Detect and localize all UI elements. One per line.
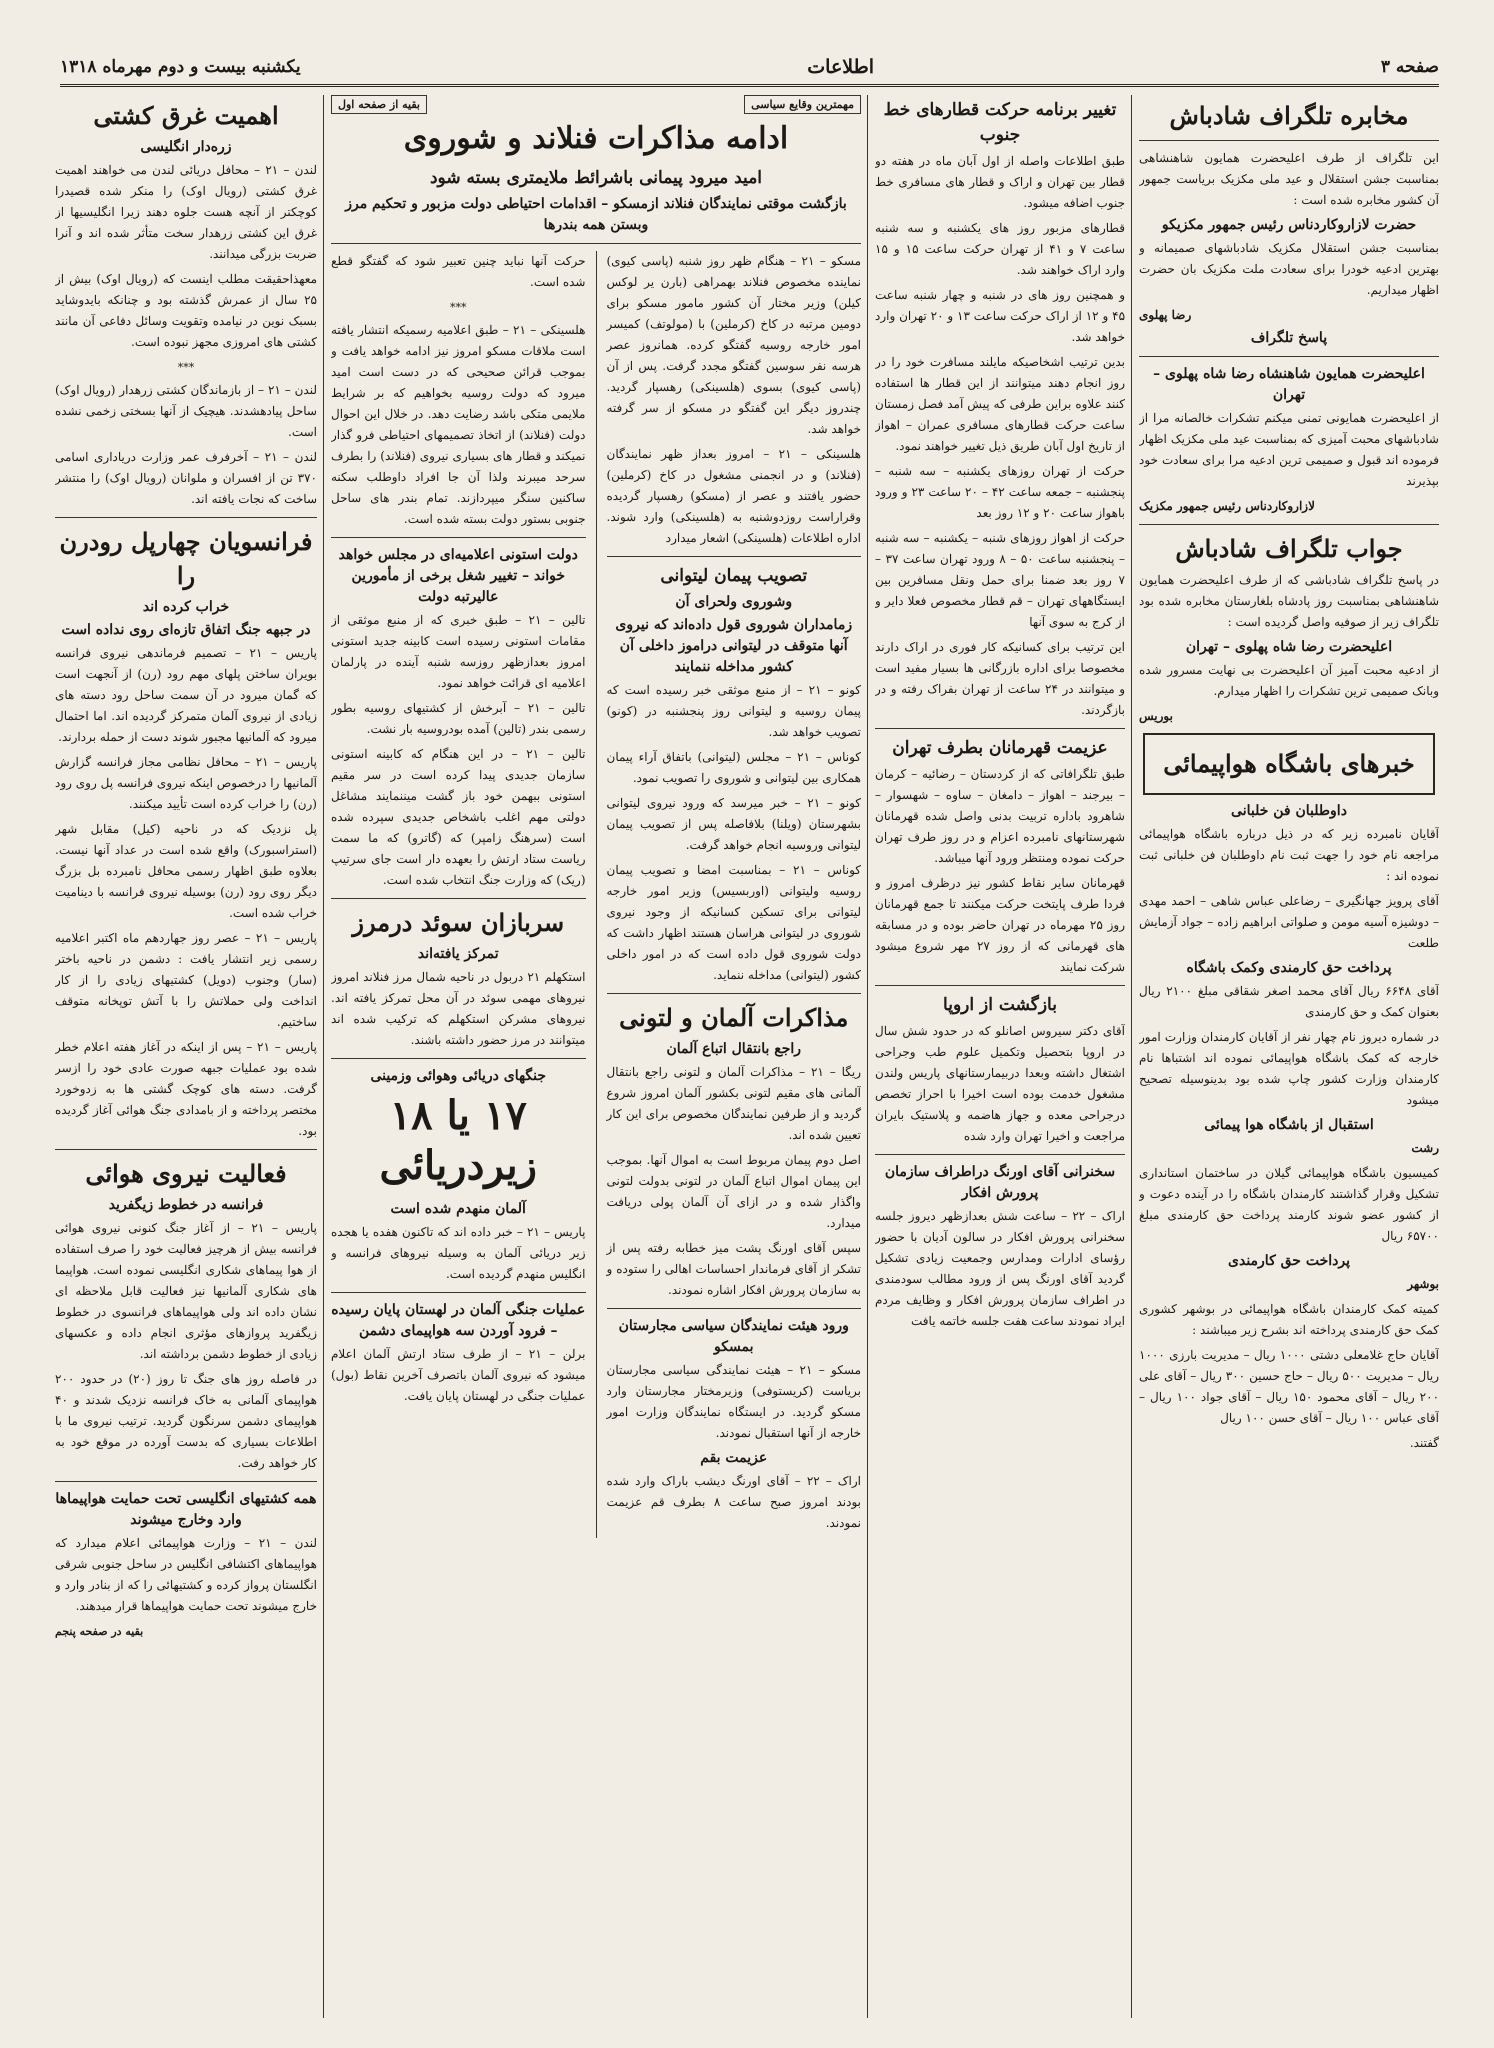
lithuania-body-3: کونو – ۲۱ – خبر میرسد که ورود نیروی لیتوانی بشهرستان (ویلنا) بلافاصله پس از تصویب پیمان لیتوانی وروسیه انجام خواهد گرفت. xyxy=(606,796,861,852)
delegation-body-2: قهرمانان سایر نقاط کشور نیز درظرف امروز و فردا طرف پایتخت حرکت میکنند تا جمع قهرمانان روز ۲۵ مهرماه در تهران حاضر بوده و در مسابقه های قهرمانی که از روز ۲۷ مهر شروع میشود شرکت نمایند xyxy=(875,876,1125,974)
aviation-fees2-heading: پرداخت حق کارمندی xyxy=(1228,1253,1350,1269)
french-body-3: پل نزدیک که در ناحیه (کیل) مقابل شهر (استراسبورک) واقع شده است در عداد آنها نیست. بعلاوه طبق اظهار رسمی محافل نامبرده بل بزرگ دیگر روی رود (رن) بوسیله نیروی فرانسه با دینامیت خراب شده است. xyxy=(55,822,317,920)
reply-telegram-addressee: اعلیحضرت رضا شاه پهلوی – تهران xyxy=(1185,639,1393,655)
continued-tag: بقیه از صفحه اول xyxy=(331,95,427,114)
swedes-title: سربازان سوئد درمرز xyxy=(352,908,565,937)
aviation-pilots-body: آقایان نامبرده زیر که در ذیل درباره باشگاه هواپیمائی مراجعه نام خود را جهت ثبت نام داوطلبان فن خلبانی ثبت نموده اند : xyxy=(1139,827,1439,883)
lecture-title: سخنرانی آقای اورنگ دراطراف سازمان پرورش افکار xyxy=(884,1164,1116,1201)
column-trains xyxy=(875,95,1125,2018)
column-rule xyxy=(1131,95,1132,2018)
germany-latvia-body-2: اصل دوم پیمان مربوط است به اموال آنها. بموجب این پیمان اموال اتباع آلمان در لتونی بدولت لتونی واگذار شده و در ازای آن آلمان پولی دریافت میدارد. xyxy=(606,1153,861,1230)
issue-date: یکشنبه بیست و دوم مهرماه ۱۳۱۸ xyxy=(60,57,301,77)
europe-body: آقای دکتر سیروس اصانلو که در حدود شش سال در اروپا بتحصیل وتکمیل علوم طب وجراحی اشتغال داشته وبعدا دربیمارستانهای پاریس ولندن مشغول خدمت بوده است اخیرا با احراز تخصص درجراحی معده و جهاز هاضمه و پلاستیک بایران مراجعت و اخیرا تهران وارد شده xyxy=(875,1024,1125,1143)
trains-body-5: حرکت از تهران روزهای یکشنبه – سه شنبه – پنجشنبه – جمعه ساعت ۴۲ – ۲۰ ساعت ۲۳ و ورود باهواز ساعت ۲۰ و ۱۲ روز بعد xyxy=(875,464,1125,520)
submarines-sub: آلمان منهدم شده است xyxy=(390,1201,526,1217)
lithuania-sub: وشوروی ولحرای آن xyxy=(675,594,793,610)
poland-body: برلن – ۲۱ – از طرف ستاد ارتش آلمان اعلام میشود که نیروی آلمان باتصرف آخرین نقاط (بول) عملیات جنگی در لهستان پایان یافت. xyxy=(331,1347,586,1403)
section-tag: مهمترین وقایع سیاسی xyxy=(744,95,861,114)
aviation-foot: گفتند. xyxy=(1409,1436,1439,1450)
aviation-city2: بوشهر xyxy=(1407,1277,1439,1291)
political-sub-b: حرکت آنها نباید چنین تعبیر شود که گفتگو قطع شده است. *** هلسینکی – ۲۱ – طبق اعلامیه رسمیکه انتشار یافته است ملاقات مسکو امروز نیز ادامه خواهد یافت و بموجب قرائن صحیحی که در دست است امید میرود که دولت روسیه بخواهیم که بر شرایط ملایمی متکی باشد رضایت دهد. در خلال این احوال دولت (فنلاند) از اتخاذ تصمیمهای احتیاطی فرو گذار نمیکند و قطار های بسیاری نیروی (فنلاند) را بطرف سرحد میبرند ولذا آن جا افراد داوطلب سکنه ساکنین سنگر میپردازند. تمام بندر های ساحل جنوبی بستور دولت بسته شده است. دولت استونی اعلامیه‌ای در مجلس خواهد خواند – تغییر شغل برخی از مأمورین عالیرتبه دولت تالین – ۲۱ – طبق خبری که از منبع موثقی از مقامات استونی رسیده است کابینه جدید استونی امروز بعدازظهر روزسه شنبه آینده در پارلمان اعلامیه ای قرائت خواهد نمود. تالین – ۲۱ – آبرخش از کشتیهای روسیه بطور رسمی بندر (تالین) آمده بودروسیه بار نشت. تالین – ۲۱ – در این هنگام که کابینه استونی سازمان جدیدی پیدا کرده است در سر مقیم استونی ببهمن خود باز گشت میننمایند مشاغل دولتی مهم اغلب باشخاص جدیدی سپرده شده است (سرهنگ زامپر) که (گاترو) که ما سمت ریاست ستاد ارتش را بعهده دار است جای سرتیپ (ریک) که وزارت جنگ انتخاب شده است. سربازان سوئد درمرز تمرکز یافته‌اند استکهلم ۲۱ دربول در ناحیه شمال مرز فنلاند امروز نیروهای مهمی سوئد در آن محل تمرکز یافته اند. نیروهای مشرکن استکهلم که ترکیب شده اند میتوانند در مرز حضور داشته باشند. جنگهای دریائی وهوائی وزمینی ۱۷ یا ۱۸ زیردریائی آلمان منهدم شده است پاریس – ۲۱ – خبر داده اند که تاکنون هفده یا هجده زیر دریائی آلمان به وسیله نیروهای فرانسه و انگلیس منهدم گردیده است. عملیات جنگی آلمان در لهستان پایان رسیده – فرود آوردن سه هواپیمای دشمن برلن – ۲۱ – از طرف ستاد ارتش آلمان اعلام میشود که نیروی آلمان باتصرف آخرین نقاط (بول) عملیات جنگی در لهستان پایان یافت. xyxy=(331,251,586,1538)
column-rule xyxy=(323,95,324,2018)
finland-body-2: هلسینکی – ۲۱ – امروز بعداز ظهر نمایندگان (فنلاند) و در انجمنی مشغول در کاخ (کرملین) حضور یافتند و عصر از (مسکو) رهسپار گردیده وقراراست روزدوشنبه به (هلسینکی) وارد شوند. اداره اطلاعات (هلسینکی) اشعار میدارد xyxy=(606,447,861,545)
aviation-box-title: خبرهای باشگاه هواپیمائی xyxy=(1163,749,1415,778)
french-sub-2: در جبهه جنگ اتفاق تازه‌ای روی نداده است xyxy=(61,622,311,638)
reply-addressee: اعلیحضرت همایون شاهنشاه رضا شاه پهلوی – تهران xyxy=(1153,366,1425,403)
estonia-body-3: تالین – ۲۱ – در این هنگام که کابینه استونی سازمان جدیدی پیدا کرده است در سر مقیم استونی ببهمن خود باز گشت میننمایند مشاغل دولتی مهم اغلب باشخاص جدیدی سپرده شده است (سرهنگ زامپر) که (گاترو) که ما سمت ریاست ستاد ارتش را بعهده دار است جای سرتیپ (ریک) که وزارت جنگ انتخاب شده است. xyxy=(331,747,586,887)
submarines-headline: ۱۷ یا ۱۸ زیردریائی xyxy=(379,1092,537,1189)
delegates-title: ورود هیئت نمایندگان سیاسی مجارستان بمسکو xyxy=(618,1318,849,1355)
europe-title: بازگشت از اروپا xyxy=(943,995,1057,1015)
main-subhead: امید میرود پیمانی باشرائط ملایمتری بسته شود xyxy=(429,168,763,188)
aviation-box xyxy=(1143,733,1435,795)
column-telegrams xyxy=(1139,95,1439,2018)
air-body-2: در فاصله روز های جنگ تا روز (۲۰) در حدود ۲۰۰ هواپیمای آلمانی به خاک فرانسه نزدیک شدند و ۴۰ هواپیمای دشمن سرنگون گردید. ترتیب نیروی ما با اطلاعات بسیاری که بدست آورده در موقع خود به کار خواهد رفت. xyxy=(55,1372,317,1470)
telegram-title: مخابره تلگراف شادباش xyxy=(1169,101,1409,130)
trains-body-7: این ترتیب برای کسانیکه کار فوری در اراک دارند مخصوصا برای اداره بازرگانی ها بسیار مفید است و میتوانند در ۲۴ ساعت از تهران بفراک رفته و در بازگردند. xyxy=(875,640,1125,717)
ships-body-3: لندن – ۲۱ – از بازماندگان کشتی زرهدار (رویال اوک) ساحل پیادهشدند. هیچیک از آنها بسختی زخمی نشده است. xyxy=(55,383,317,439)
lithuania-title: تصویب پیمان لیتوانی xyxy=(660,566,808,586)
delegation-body-1: طبق تلگرافاتی که از کردستان – رضائیه – کرمان – بیرجند – اهواز – دامغان – ساوه – شهسوار – شاهرود باداره تربیت بدنی واصل شده قهرمانان شهرستانهای نامبرده اعزام و در روز طرف تهران حرکت نموده ومنتظر ورود آنها میباشد. xyxy=(875,767,1125,865)
reply-signature: لازاروکاردناس رئیس جمهور مکزیک xyxy=(1139,499,1315,513)
aviation-welcome-heading: استقبال از باشگاه هوا پیمائی xyxy=(1204,1117,1374,1133)
lithuania-body-2: کوناس – ۲۱ – مجلس (لیتوانی) باتفاق آراء پیمان همکاری بین لیتوانی و شوروی را تصویب نمود. xyxy=(606,750,861,785)
masthead xyxy=(60,50,1439,87)
inner-rule xyxy=(596,251,597,1538)
page-number: صفحه ۳ xyxy=(1380,57,1439,77)
delegates-body: مسکو – ۲۱ – هیئت نمایندگی سیاسی مجارستان بریاست (کریستوفی) وزیرمختار مجارستان وارد مسکو گردید. در ایستگاه نمایندگان وزارت امور خارجه از آنها استقبال نمودند. xyxy=(606,1363,861,1440)
aviation-fees2-body: کمیته کمک کارمندان باشگاه هواپیمائی در بوشهر کشوری کمک حق کارمندی پرداخته اند بشرح زیر میباشند : xyxy=(1139,1302,1439,1337)
finland-body-4: هلسینکی – ۲۱ – طبق اعلامیه رسمیکه انتشار یافته است ملاقات مسکو امروز نیز ادامه خواهد یافت و بموجب قرائن صحیحی که در دست است امید میرود که دولت روسیه بخواهیم که بر شرایط ملایمی متکی باشد رضایت دهد. در خلال این احوال دولت (فنلاند) از اتخاذ تصمیمهای احتیاطی فرو گذار نمیکند و قطار های بسیاری نیروی (فنلاند) را بطرف سرحد میبرند ولذا آن جا افراد داوطلب سکنه ساکنین سنگر میپردازند. تمام بندر های ساحل جنوبی بستور دولت بسته شده است. xyxy=(331,323,586,526)
estonia-body-2: تالین – ۲۱ – آبرخش از کشتیهای روسیه بطور رسمی بندر (تالین) آمده بودروسیه بار نشت. xyxy=(331,701,586,736)
aviation-correction: در شماره دیروز نام چهار نفر از آقایان کارمندان وزارت امور خارجه که کمک باشگاه هواپیمائی نموده اند اشتباها نام کارمندان وزارت کشور چاپ شده بود بدینوسیله تصحیح میشود xyxy=(1139,1030,1439,1107)
continued-note: بقیه در صفحه پنجم xyxy=(55,1625,144,1638)
aviation-welcome-body: کمیسیون باشگاه هواپیمائی گیلان در ساختمان استانداری تشکیل وقرار گذاشتند کارمندان باشگاه را در آینده دعوت و از کشور عضو شوند کارمند پرداخت حق کارمندی مبلغ ۶۵۷۰۰ ریال xyxy=(1139,1166,1439,1243)
finland-body-1: مسکو – ۲۱ – هنگام ظهر روز شنبه (پاسی کیوی) نماینده مخصوص فنلاند بهمراهی (بارن یر لوکس کیلن) وزیر مختار آن کشور مامور مسکو برای دومین مرتبه در کاخ (کرملین) با (مولوتف) کمیسر امور خارجه روسیه گفتگو کرده. همانروز عصر هرسه نفر سوسین گفتگو مجدد گرفت. پس از آن (پاسی کیوی) بسوی (هلسینکی) رهسپار گردید. چندروز دیگر این گفتگو در مسکو از سر گرفته خواهد شد. xyxy=(606,254,861,436)
lithuania-body-4: کوناس – ۲۱ – بمناسبت امضا و تصویب پیمان روسیه ولیتوانی (اوربسیس) وزیر امور خارجه لیتوانی برای تسکین کسانیکه از وجود نیروی شوروی در لیتوانی هراسان هستند اظهار داشت که دولت شوروی قول داده است که در امور داخلی کشور (لیتوانی) مداخله ننماید. xyxy=(606,863,861,982)
reply-telegram-intro: در پاسخ تلگراف شادباشی که از طرف اعلیحضرت همایون شاهنشاهی بمناسبت روز پادشاه بلغارستان مخابره شده بود تلگراف زیر از صوفیه واصل گردیده است : xyxy=(1139,573,1439,629)
estonia-title: دولت استونی اعلامیه‌ای در مجلس خواهد خواند – تغییر شغل برخی از مأمورین عالیرتبه دولت xyxy=(338,547,578,605)
ships-body-2: معهذاحقیقت مطلب اینست که (رویال اوک) بیش از ۲۵ سال از عمرش گذشته بود و چنانکه بایدوشاید بسبک نوین در نیامده وتقویت وسائل دفاعی آن مانند کشتی های امروزی مجهز نبوده است. xyxy=(55,272,317,349)
trains-body-1: طبق اطلاعات واصله از اول آبان ماه در هفته دو قطار بین تهران و اراک و قطار های مسافری خط جنوب اضافه میشود. xyxy=(875,154,1125,210)
germany-latvia-body-1: ریگا – ۲۱ – مذاکرات آلمان و لتونی راجع بانتقال آلمانی های مقیم لتونی بکشور آلمان امروز شروع گردید و از طرفین نمایندگان مخصوص برای این کار تعیین شده اند. xyxy=(606,1065,861,1142)
telegram-signature: رضا پهلوی xyxy=(1139,308,1192,322)
aviation-city: رشت xyxy=(1411,1141,1439,1155)
main-deck: بازگشت موقتی نمایندگان فنلاند ازمسکو – اقدامات احتیاطی دولت مزبور و تحکیم مرز وبستن همه بندرها xyxy=(345,196,847,233)
ships-body-4: لندن – ۲۱ – آخرفرف عمر وزارت دریاداری اسامی ۳۷۰ تن از افسران و ملوانان (رویال اوک) را منتشر ساخت که نجات یافته اند. xyxy=(55,450,317,506)
telegram-addressee: حضرت لازاروکاردناس رئیس جمهور مکزیکو xyxy=(1161,217,1417,233)
delegation-title: عزیمت قهرمانان بطرف تهران xyxy=(892,738,1108,758)
air-title: فعالیت نیروی هوائی xyxy=(85,1159,287,1188)
farewell-body: اراک – ۲۲ – آقای اورنگ دیشب باراک وارد شده بودند امروز صبح ساعت ۸ بطرف قم عزیمت نمودند. xyxy=(606,1474,861,1530)
farewell-title: عزیمت بقم xyxy=(700,1450,768,1466)
ships-sub: زره‌دار انگلیسی xyxy=(140,139,232,155)
swedes-body: استکهلم ۲۱ دربول در ناحیه شمال مرز فنلاند امروز نیروهای مهمی سوئد در آن محل تمرکز یافته اند. نیروهای مشرکن استکهلم که ترکیب شده اند میتوانند در مرز حضور داشته باشند. xyxy=(331,970,586,1047)
trains-body-3: و همچنین روز های در شنبه و چهار شنبه ساعت ۴۵ و ۱۲ از اراک حرکت ساعت ۱۳ و ۲۰ تهران وارد خواهد شد. xyxy=(875,288,1125,344)
trains-body-2: قطارهای مزبور روز های یکشنبه و سه شنبه ساعت ۷ و ۴۱ از تهران حرکت ساعت ۱۵ و ۱۵ وارد اراک خواهند شد. xyxy=(875,221,1125,277)
column-political xyxy=(331,95,861,2018)
french-sub-1: خراب کرده اند xyxy=(142,599,230,615)
ships-body-1: لندن – ۲۱ – محافل دریائی لندن می خواهند اهمیت غرق کشتی (رویال اوک) را منکر شده قصیدرا کوچکتر از آنچه هست جلوه دهند زیرا انگلیسیها از غرق این کشتی زرهدار سخت متأثر شده اند و آنرا ضربت بزرگی میدانند. xyxy=(55,163,317,261)
column-war: اهمیت غرق کشتی زره‌دار انگلیسی لندن – ۲۱ – محافل دریائی لندن می خواهند اهمیت غرق کشتی (رویال اوک) را منکر شده قصیدرا کوچکتر از آنچه هست جلوه دهند زیرا انگلیسیها از غرق این کشتی زرهدار سخت متأثر شده اند و آنرا ضربت بزرگی میدانند. معهذاحقیقت مطلب اینست که (رویال اوک) بیش از ۲۵ سال از عمرش گذشته بود و چنانکه بایدوشاید بسبک نوین در نیامده وتقویت وسائل دفاعی آن مانند کشتی های امروزی مجهز نبوده است. *** لندن – ۲۱ – از بازماندگان کشتی زرهدار (رویال اوک) ساحل پیادهشدند. هیچیک از آنها بسختی زخمی نشده است. لندن – ۲۱ – آخرفرف عمر وزارت دریاداری اسامی ۳۷۰ تن از افسران و ملوانان (رویال اوک) را منتشر ساخت که نجات یافته اند. فرانسویان چهارپل رودرن را خراب کرده اند در جبهه جنگ اتفاق تازه‌ای روی نداده است پاریس – ۲۱ – تصمیم فرماندهی نیروی فرانسه بویران ساختن پلهای مهم رود (رن) از آنجهت است که گمان میرود در آن سمت ساحل رود دسته های زیادی از نیروی آلمان متمرکز گردیده اند. اما احتمال میرود که آلمانیها مجبور شوند دست از حمله بردارند. پاریس – ۲۱ – محافل نظامی مجاز فرانسه گزارش آلمانیها را درخصوص اینکه نیروی فرانسه پل روی رود (رن) را خراب کرده است تأیید میکنند. پل نزدیک که در ناحیه (کیل) مقابل شهر (استراسبورک) واقع شده است در عداد آنها نیست. بعلاوه طبق اظهار رسمی محافل نامبرده بل بزرگ دیگر روی رود (رن) بوسیله نیروی فرانسه با دینامیت خراب شده است. پاریس – ۲۱ – عصر روز جهاردهم ماه اکتبر اعلامیه رسمی زیر انتشار یافت : دشمن در ناحیه باختر (سار) وجنوب (دویل) کشتیهای زیادی را از کار انداخت ولی حملاتش را با آتش توپخانه متوقف ساختیم. پاریس – ۲۱ – پس از اینکه در آغاز هفته اعلام خطر شده بود عملیات جبهه صورت عادی خود را ازسر گرفت. دسته های کوچک گشتی ها به زدوخورد مختصر پرداخته و از بامدادی جنگ هوائی آغاز گردیده بود. فعالیت نیروی هوائی فرانسه در خطوط زیگفرید پاریس – ۲۱ – از آغاز جنگ کنونی نیروی هوائی فرانسه بیش از هرچیز فعالیت خود را صرف استفاده از هوا پیماهای شکاری انگلیسی نموده است. هواپیما های شکاری آلمانیها نیز فعالیت قابل ملاحظه ای نشان داده اند ولی هواپیماهای فرانسوی در خطوط زیگفرید پروازهای مؤثری انجام داده و عکسهای زیادی از خطوط دشمن برداشته اند. در فاصله روز های جنگ تا روز (۲۰) در حدود ۲۰۰ هواپیمای آلمانی به خاک فرانسه نزدیک شدند و ۴۰ هواپیمای دشمن سرنگون گردید. ترتیب نیروی ما با اطلاعات بسیاری که بدست آورده در موقع خود به کار خواهد رفت. همه کشتیهای انگلیسی تحت حمایت هواپیماها وارد وخارج میشوند لندن – ۲۱ – وزارت هواپیمائی اعلام میدارد که هواپیماهای اکتشافی انگلیس در ساحل جنوبی شرقی انگلستان پرواز کرده و کشتیهائی را که از بنادر وارد و خارج میشوند تحت حمایت هواپیماها قرار میدهند. بقیه در صفحه پنجم xyxy=(55,95,317,2018)
lithuania-deck: زمامداران شوروی قول داده‌اند که نیروی آنها متوقف در لیتوانی دراموز داخلی آن کشور مداخله ننمایند xyxy=(615,617,853,675)
reply-body: از اعلیحضرت همایونی تمنی میکنم تشکرات خالصانه مرا از شادباشهای محبت آمیزی که بمناسبت عید ملی مکزیک اظهار فرموده اند قبول و صمیمی ترین ادعیه مرا برای سعادت خود بپذیرند xyxy=(1139,411,1439,488)
reply-telegram-signature: بوریس xyxy=(1139,709,1173,723)
navy-body: لندن – ۲۱ – وزارت هواپیمائی اعلام میدارد که هواپیماهای اکتشافی انگلیس در ساحل جنوبی شرقی انگلستان پرواز کرده و کشتیهائی را که از بنادر وارد و خارج میشوند تحت حمایت هواپیماها قرار میدهند. xyxy=(55,1536,317,1613)
trains-body-4: بدین ترتیب اشخاصیکه مایلند مسافرت خود را در روز انجام دهند میتوانند از این قطار ها استفاده کنند علاوه براین طرفی که پیش آمد فصل زمستان ساعت حرکت قطارهای مسافری عمران – اهواز از تاریخ اول آبان طریق ذیل تغییر خواهند نمود. xyxy=(875,355,1125,453)
reply-telegram-title: جواب تلگراف شادباش xyxy=(1175,534,1403,563)
trains-title: تغییر برنامه حرکت قطارهای خط جنوب xyxy=(883,100,1117,145)
aviation-pilots-heading: داوطلبان فن خلبانی xyxy=(1231,803,1347,819)
telegram-body: بمناسبت جشن استقلال مکزیک شادباشهای صمیمانه و بهترین ادعیه خودرا برای سعادت ملت مکزیک بان حضرت اظهار میداریم. xyxy=(1139,241,1439,297)
french-body-4: پاریس – ۲۱ – عصر روز جهاردهم ماه اکتبر اعلامیه رسمی زیر انتشار یافت : دشمن در ناحیه باختر (سار) وجنوب (دویل) کشتیهای زیادی را از کار انداخت ولی حملاتش را با آتش توپخانه متوقف ساختیم. xyxy=(55,931,317,1029)
finland-body-3: حرکت آنها نباید چنین تعبیر شود که گفتگو قطع شده است. xyxy=(331,254,586,289)
germany-latvia-sub: راجع بانتقال اتباع آلمان xyxy=(666,1041,802,1057)
telegram-intro: این تلگراف از طرف اعلیحضرت همایون شاهنشاهی بمناسبت جشن استقلال و عید ملی مکزیک بریاست جمهور آن کشور مخابره شده است : xyxy=(1139,151,1439,207)
main-headline: ادامه مذاکرات فنلاند و شوروی xyxy=(403,121,789,156)
battles-title: جنگهای دریائی وهوائی وزمینی xyxy=(370,1068,547,1084)
political-sub-a xyxy=(607,251,862,1538)
reply-telegram-body: از ادعیه محبت آمیز آن اعلیحضرت بی نهایت مسرور شده وبانک صمیمی ترین تشکرات را اظهار میدارم. xyxy=(1139,663,1439,698)
french-body-1: پاریس – ۲۱ – تصمیم فرماندهی نیروی فرانسه بویران ساختن پلهای مهم رود (رن) از آنجهت است که گمان میرود در آن سمت ساحل رود دسته های زیادی از نیروی آلمان متمرکز گردیده اند. اما احتمال میرود که آلمانیها مجبور شوند دست از حمله بردارند. xyxy=(55,646,317,744)
french-body-2: پاریس – ۲۱ – محافل نظامی مجاز فرانسه گزارش آلمانیها را درخصوص اینکه نیروی فرانسه پل روی رود (رن) را خراب کرده است تأیید میکنند. xyxy=(55,755,317,811)
lithuania-body-1: کونو – ۲۱ – از منبع موثقی خبر رسیده است که پیمان روسیه و لیتوانی روز پنجشنبه در (کونو) تصویب خواهد شد. xyxy=(606,683,861,739)
swedes-sub: تمرکز یافته‌اند xyxy=(417,946,499,962)
trains-body-6: حرکت از اهواز روزهای شنبه – یکشنبه – سه شنبه – پنجشنبه ساعت ۵۰ – ۸ ورود تهران ساعت ۳۷ – ۷ روز بعد ضمنا برای حمل ونقل مسافرین بین ایستگاههای تهران – قم قطار مخصوص فعلا دایر و از کرج به سوی آنها xyxy=(875,531,1125,629)
battles-body: پاریس – ۲۱ – خبر داده اند که تاکنون هفده یا هجده زیر دریائی آلمان به وسیله نیروهای فرانسه و انگلیس منهدم گردیده است. xyxy=(331,1225,586,1281)
aviation-fees2-list: آقایان حاج غلامعلی دشتی ۱۰۰۰ ریال – مدیریت بارزی ۱۰۰۰ ریال – مدیریت ۵۰۰ ریال – حاج حسین ۳۰۰ ریال – آقای علی ۲۰۰ ریال – آقای محمود ۱۵۰ ریال – آقای جواد ۱۰۰ ریال – آقای عباس ۱۰۰ ریال – آقای حسن ۱۰۰ ریال xyxy=(1139,1348,1439,1425)
air-body-1: پاریس – ۲۱ – از آغاز جنگ کنونی نیروی هوائی فرانسه بیش از هرچیز فعالیت خود را صرف استفاده از هوا پیماهای شکاری انگلیسی نموده است. هواپیما های شکاری آلمانیها نیز فعالیت قابل ملاحظه ای نشان داده اند ولی هواپیماهای فرانسوی در خطوط زیگفرید پروازهای مؤثری انجام داده و عکسهای زیادی از خطوط دشمن برداشته اند. xyxy=(55,1221,317,1361)
navy-title: همه کشتیهای انگلیسی تحت حمایت هواپیماها وارد وخارج میشوند xyxy=(55,1491,317,1528)
estonia-body-1: تالین – ۲۱ – طبق خبری که از منبع موثقی از مقامات استونی رسیده است کابینه جدید استونی امروز بعدازظهر روزسه شنبه آینده در پارلمان اعلامیه ای قرائت خواهد نمود. xyxy=(331,613,586,690)
aviation-fees-heading: پرداخت حق کارمندی وکمک باشگاه xyxy=(1186,960,1392,976)
lecture-continued: سپس آقای اورنگ پشت میز خطابه رفته پس از تشکر از آقای فرماندار احساسات اهالی را ستوده و به سازمان پرورش افکار اشاره نمودند. xyxy=(606,1241,861,1297)
ships-title: اهمیت غرق کشتی xyxy=(93,101,279,130)
germany-latvia-title: مذاکرات آلمان و لتونی xyxy=(619,1003,849,1032)
lecture-body: اراک – ۲۲ – ساعت شش بعدازظهر دیروز جلسه سخنرانی پرورش افکار در سالون آدیان با حضور رؤسای ادارات ومدارس وجمعیت زیادی تشکیل گردید آقای اورنگ پس از ورود مطالب سودمندی در اطراف سازمان پرورش افکار و وظایف مردم ایراد نمودند ساعت هفت جلسه خاتمه یافت xyxy=(875,1209,1125,1328)
aviation-fees-body: آقای ۶۶۴۸ ریال آقای محمد اصغر شقاقی مبلغ ۲۱۰۰ ریال بعنوان کمک و حق کارمندی xyxy=(1139,984,1439,1019)
french-title: فرانسویان چهارپل رودرن را xyxy=(59,527,313,590)
reply-label: پاسخ تلگراف xyxy=(1250,330,1328,346)
air-sub: فرانسه در خطوط زیگفرید xyxy=(108,1197,264,1213)
aviation-pilots-names: آقای پرویز جهانگیری – رضاعلی عباس شاهی – احمد مهدی – دوشیزه آسیه مومن و صلواتی ابراهیم زاده – جواد آزمایش طلعت xyxy=(1139,894,1439,950)
french-body-5: پاریس – ۲۱ – پس از اینکه در آغاز هفته اعلام خطر شده بود عملیات جبهه صورت عادی خود را ازسر گرفت. دسته های کوچک گشتی ها به زدوخورد مختصر پرداخته و از بامدادی جنگ هوائی آغاز گردیده بود. xyxy=(55,1040,317,1138)
paper-name: اطلاعات xyxy=(807,56,875,78)
poland-title: عملیات جنگی آلمان در لهستان پایان رسیده – فرود آوردن سه هواپیمای دشمن xyxy=(331,1302,586,1339)
column-rule xyxy=(867,95,868,2018)
